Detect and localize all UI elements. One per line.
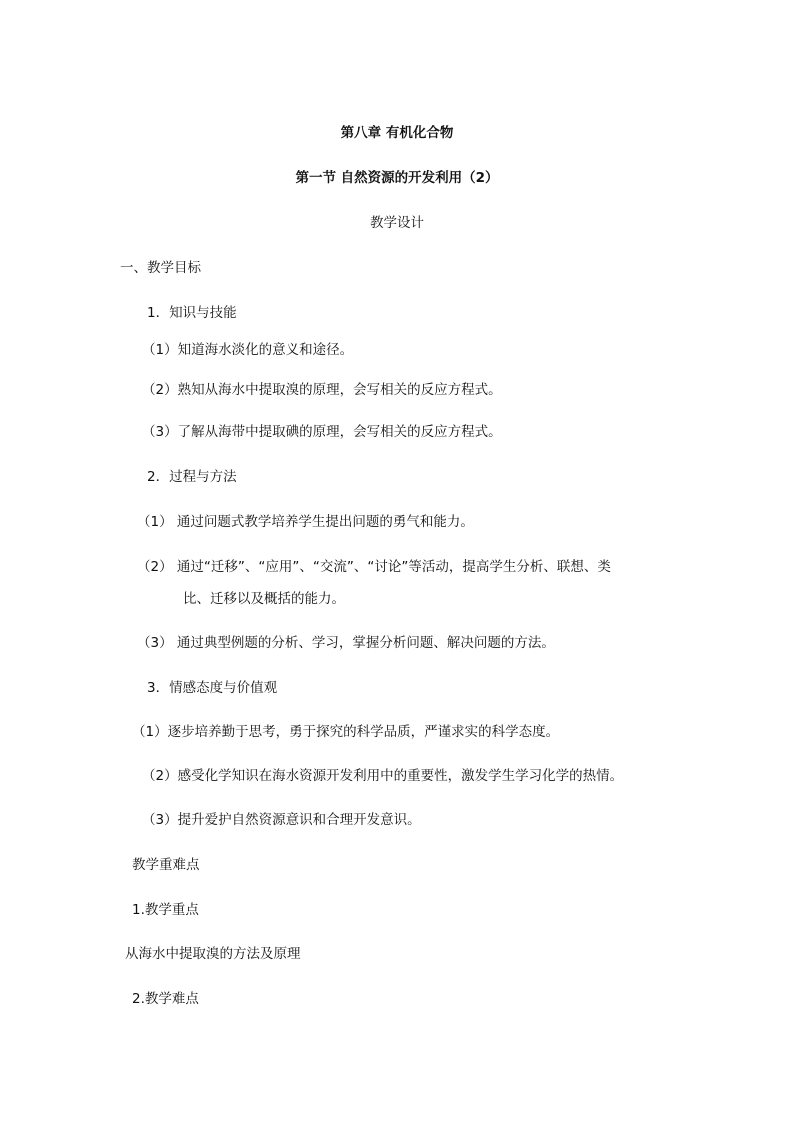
chapter-title: 第八章 有机化合物 xyxy=(340,125,454,141)
objectives-heading: 一、教学目标 xyxy=(120,260,201,276)
section-title: 第一节 自然资源的开发利用（2） xyxy=(295,170,499,186)
process-item-continuation: 比、迁移以及概括的能力。 xyxy=(183,591,345,607)
design-label: 教学设计 xyxy=(370,215,424,231)
focus-heading: 1.教学重点 xyxy=(132,902,199,918)
emotion-heading: 3．情感态度与价值观 xyxy=(147,680,278,696)
process-item: （1） 通过问题式教学培养学生提出问题的勇气和能力。 xyxy=(137,514,474,530)
process-item: （2） 通过“迁移”、“应用”、“交流”、“讨论”等活动，提高学生分析、联想、类 xyxy=(137,559,611,575)
knowledge-item: （2）熟知从海水中提取溴的原理，会写相关的反应方程式。 xyxy=(142,382,502,398)
difficulty-heading: 2.教学难点 xyxy=(132,991,199,1007)
emotion-item: （3）提升爱护自然资源意识和合理开发意识。 xyxy=(142,812,421,828)
emotion-item: （2）感受化学知识在海水资源开发利用中的重要性，激发学生学习化学的热情。 xyxy=(142,768,624,784)
process-heading: 2．过程与方法 xyxy=(147,469,237,485)
knowledge-heading: 1．知识与技能 xyxy=(147,305,237,321)
focus-text: 从海水中提取溴的方法及原理 xyxy=(125,946,301,962)
emotion-item: （1）逐步培养勤于思考，勇于探究的科学品质，严谨求实的科学态度。 xyxy=(132,724,560,740)
process-item: （3） 通过典型例题的分析、学习，掌握分析问题、解决问题的方法。 xyxy=(137,635,555,651)
knowledge-item: （3）了解从海带中提取碘的原理，会写相关的反应方程式。 xyxy=(142,424,502,440)
key-points-heading: 教学重难点 xyxy=(132,857,200,873)
knowledge-item: （1）知道海水淡化的意义和途径。 xyxy=(142,342,354,358)
